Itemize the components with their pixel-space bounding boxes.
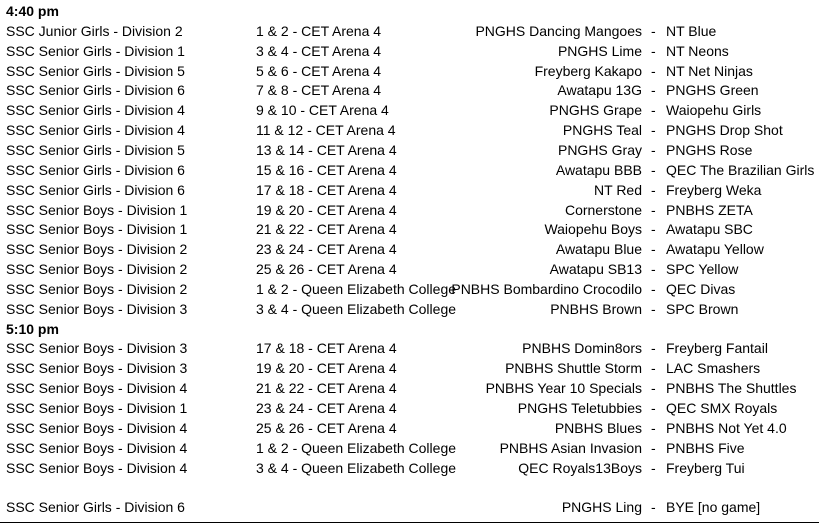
home-team: PNGHS Teal	[562, 122, 642, 139]
home-team: PNBHS Year 10 Specials	[485, 380, 642, 397]
versus-separator: -	[651, 439, 656, 456]
match-row	[0, 200, 819, 220]
time-heading: 4:40 pm	[6, 3, 59, 19]
versus-separator: -	[651, 400, 656, 416]
versus-separator: -	[651, 161, 656, 178]
division-label: SSC Senior Boys - Division 4	[6, 439, 188, 456]
home-team: PNGHS Teletubbies	[517, 400, 642, 416]
home-team: QEC Royals13Boys	[518, 459, 642, 476]
division-label: SSC Senior Boys - Division 4	[6, 419, 188, 436]
court-label: 5 & 6 - CET Arena 4	[256, 62, 382, 79]
division-label: SSC Senior Boys - Division 3	[6, 300, 188, 317]
home-team: PNGHS Gray	[557, 141, 642, 158]
court-label: 25 & 26 - CET Arena 4	[256, 261, 397, 278]
court-label: 3 & 4 - CET Arena 4	[256, 42, 382, 59]
home-team: PNGHS Lime	[557, 42, 642, 59]
match-row	[0, 120, 819, 140]
division-label: SSC Senior Boys - Division 3	[6, 340, 188, 357]
away-team: PNBHS Not Yet 4.0	[666, 419, 787, 436]
division-label: SSC Senior Boys - Division 1	[6, 221, 188, 238]
home-team: NT Red	[594, 181, 642, 198]
division-label: SSC Senior Girls - Division 6	[6, 82, 185, 99]
court-label: 25 & 26 - CET Arena 4	[256, 419, 397, 436]
versus-separator: -	[651, 241, 656, 258]
court-label: 11 & 12 - CET Arena 4	[256, 122, 396, 139]
match-row	[0, 418, 819, 438]
match-row	[0, 279, 819, 299]
court-label: 7 & 8 - CET Arena 4	[256, 82, 382, 99]
away-team: PNGHS Green	[666, 82, 759, 99]
court-label: 3 & 4 - Queen Elizabeth College	[256, 300, 457, 317]
versus-separator: -	[651, 62, 656, 79]
home-team: Freyberg Kakapo	[534, 62, 642, 79]
court-label: 17 & 18 - CET Arena 4	[256, 340, 397, 357]
versus-separator: -	[651, 102, 656, 119]
court-label: 1 & 2 - Queen Elizabeth College	[256, 280, 457, 297]
match-row	[0, 219, 819, 239]
away-team: QEC The Brazilian Girls	[666, 161, 815, 178]
division-label: SSC Senior Girls - Division 6	[6, 161, 185, 178]
versus-separator: -	[651, 22, 656, 39]
match-row	[0, 358, 819, 378]
match-row	[0, 438, 819, 458]
away-team: PNGHS Drop Shot	[666, 122, 783, 139]
match-row	[0, 497, 819, 517]
division-label: SSC Senior Girls - Division 6	[6, 499, 185, 516]
court-label: 19 & 20 - CET Arena 4	[256, 201, 397, 218]
division-label: SSC Senior Girls - Division 5	[6, 62, 185, 79]
home-team: PNBHS Bombardino Crocodilo	[451, 280, 642, 297]
match-row	[0, 378, 819, 398]
away-team: PNGHS Rose	[666, 141, 753, 158]
home-team: Awatapu 13G	[557, 82, 642, 99]
away-team: Freyberg Tui	[666, 459, 745, 476]
division-label: SSC Senior Boys - Division 1	[6, 400, 188, 416]
home-team: PNBHS Blues	[554, 419, 642, 436]
match-row	[0, 21, 819, 41]
division-label: SSC Senior Boys - Division 4	[6, 459, 188, 476]
away-team: Awatapu SBC	[666, 221, 753, 238]
division-label: SSC Senior Boys - Division 4	[6, 380, 188, 397]
versus-separator: -	[651, 261, 656, 278]
home-team: PNGHS Grape	[549, 102, 642, 119]
court-label: 15 & 16 - CET Arena 4	[256, 161, 397, 178]
home-team: Awatapu BBB	[555, 161, 642, 178]
match-row	[0, 398, 819, 418]
division-label: SSC Senior Girls - Division 4	[6, 122, 185, 139]
match-row	[0, 61, 819, 81]
match-row	[0, 41, 819, 61]
match-row	[0, 259, 819, 279]
away-team: PNBHS The Shuttles	[666, 380, 797, 397]
versus-separator: -	[651, 360, 656, 377]
match-row	[0, 160, 819, 180]
away-team: Freyberg Fantail	[666, 340, 768, 357]
versus-separator: -	[651, 201, 656, 218]
court-label: 17 & 18 - CET Arena 4	[256, 181, 397, 198]
division-label: SSC Senior Girls - Division 1	[6, 42, 185, 59]
court-label: 9 & 10 - CET Arena 4	[256, 102, 389, 119]
court-label: 3 & 4 - Queen Elizabeth College	[256, 459, 457, 476]
versus-separator: -	[651, 340, 656, 357]
court-label: 21 & 22 - CET Arena 4	[256, 221, 397, 238]
versus-separator: -	[651, 499, 656, 516]
home-team: Cornerstone	[564, 201, 642, 218]
away-team: NT Net Ninjas	[666, 62, 753, 79]
home-team: PNBHS Domin8ors	[522, 340, 642, 357]
home-team: Waiopehu Boys	[544, 221, 642, 238]
away-team: PNBHS Five	[666, 439, 745, 456]
match-row	[0, 80, 819, 100]
versus-separator: -	[651, 221, 656, 238]
match-row	[0, 100, 819, 120]
away-team: Awatapu Yellow	[666, 241, 764, 258]
court-label: 1 & 2 - Queen Elizabeth College	[256, 439, 457, 456]
match-row	[0, 239, 819, 259]
match-row	[0, 458, 819, 478]
division-label: SSC Senior Boys - Division 2	[6, 261, 188, 278]
away-team: LAC Smashers	[666, 360, 761, 377]
match-row	[0, 338, 819, 358]
away-team: NT Blue	[666, 22, 717, 39]
versus-separator: -	[651, 459, 656, 476]
home-team: Awatapu Blue	[555, 241, 642, 258]
division-label: SSC Senior Boys - Division 2	[6, 241, 188, 258]
division-label: SSC Senior Boys - Division 2	[6, 280, 188, 297]
home-team: PNBHS Shuttle Storm	[505, 360, 642, 377]
court-label: 23 & 24 - CET Arena 4	[256, 241, 397, 258]
division-label: SSC Senior Boys - Division 3	[6, 360, 188, 377]
time-heading: 5:10 pm	[6, 320, 59, 337]
versus-separator: -	[651, 419, 656, 436]
versus-separator: -	[651, 300, 656, 317]
away-team: SPC Brown	[666, 300, 739, 317]
away-team: SPC Yellow	[666, 261, 739, 278]
away-team: Waiopehu Girls	[666, 102, 762, 119]
away-team: PNBHS ZETA	[666, 201, 753, 218]
court-label: 23 & 24 - CET Arena 4	[256, 400, 397, 416]
away-team: Freyberg Weka	[666, 181, 762, 198]
court-label: 13 & 14 - CET Arena 4	[256, 141, 397, 158]
home-team: Awatapu SB13	[549, 261, 642, 278]
versus-separator: -	[651, 380, 656, 397]
versus-separator: -	[651, 122, 656, 139]
division-label: SSC Junior Girls - Division 2	[6, 22, 183, 39]
division-label: SSC Senior Girls - Division 4	[6, 102, 185, 119]
away-team: BYE [no game]	[666, 499, 761, 516]
division-label: SSC Senior Girls - Division 5	[6, 141, 185, 158]
bottom-rule	[0, 522, 819, 523]
home-team: PNBHS Brown	[550, 300, 642, 317]
versus-separator: -	[651, 42, 656, 59]
home-team: PNGHS Dancing Mangoes	[475, 22, 642, 39]
away-team: QEC Divas	[666, 280, 736, 297]
division-label: SSC Senior Boys - Division 1	[6, 201, 188, 218]
away-team: NT Neons	[666, 42, 729, 59]
home-team: PNGHS Ling	[561, 499, 642, 516]
match-row	[0, 140, 819, 160]
court-label: 1 & 2 - CET Arena 4	[256, 22, 382, 39]
versus-separator: -	[651, 82, 656, 99]
court-label: 21 & 22 - CET Arena 4	[256, 380, 397, 397]
versus-separator: -	[651, 280, 656, 297]
match-row	[0, 180, 819, 200]
division-label: SSC Senior Girls - Division 6	[6, 181, 185, 198]
court-label: 19 & 20 - CET Arena 4	[256, 360, 397, 377]
versus-separator: -	[651, 141, 656, 158]
away-team: QEC SMX Royals	[666, 400, 778, 416]
match-row	[0, 299, 819, 319]
home-team: PNBHS Asian Invasion	[499, 439, 642, 456]
versus-separator: -	[651, 181, 656, 198]
